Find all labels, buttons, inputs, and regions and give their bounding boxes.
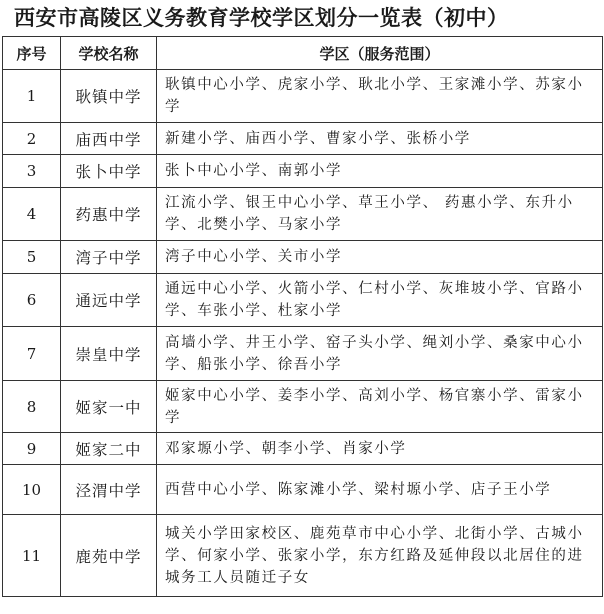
table-row: [3, 465, 603, 515]
row-number: 9: [3, 433, 61, 465]
table-row: [3, 327, 603, 381]
table-row: [3, 381, 603, 433]
page-title: 西安市高陵区义务教育学校学区划分一览表（初中）: [14, 6, 509, 30]
header-area: 学区（服务范围）: [157, 37, 603, 70]
row-number: 5: [3, 241, 61, 274]
table-row: [3, 515, 603, 597]
service-area: 城关小学田家校区、鹿苑草市中心小学、北街小学、古城小学、何家小学、张家小学，东方红路及延伸段以北居住的进城务工人员随迁子女: [157, 515, 603, 597]
row-number: 7: [3, 327, 61, 381]
school-name: 鹿苑中学: [61, 515, 157, 597]
table-row: [3, 188, 603, 241]
service-area: 通远中心小学、火箭小学、仁村小学、灰堆坡小学、官路小学、车张小学、杜家小学: [157, 274, 603, 327]
service-area: 江流小学、银王中心小学、草王小学、 药惠小学、东升小学、北樊小学、马家小学: [157, 188, 603, 241]
service-area: 新建小学、庙西小学、曹家小学、张桥小学: [157, 123, 603, 155]
row-number: 10: [3, 465, 61, 515]
row-number: 1: [3, 70, 61, 123]
header-school: 学校名称: [61, 37, 157, 70]
table-row: [3, 70, 603, 123]
school-name: 姬家一中: [61, 381, 157, 433]
table-row: [3, 433, 603, 465]
school-name: 崇皇中学: [61, 327, 157, 381]
row-number: 8: [3, 381, 61, 433]
school-name: 姬家二中: [61, 433, 157, 465]
row-number: 4: [3, 188, 61, 241]
school-name: 通远中学: [61, 274, 157, 327]
table-row: [3, 123, 603, 155]
service-area: 湾子中心小学、关市小学: [157, 241, 603, 274]
service-area: 张卜中心小学、南郭小学: [157, 155, 603, 188]
row-number: 11: [3, 515, 61, 597]
service-area: 姬家中心小学、姜李小学、高刘小学、杨官寨小学、雷家小学: [157, 381, 603, 433]
table-row: [3, 274, 603, 327]
row-number: 2: [3, 123, 61, 155]
service-area: 耿镇中心小学、虎家小学、耿北小学、王家滩小学、苏家小学: [157, 70, 603, 123]
service-area: 邓家塬小学、朝李小学、肖家小学: [157, 433, 603, 465]
service-area: 西营中心小学、陈家滩小学、梁村塬小学、店子王小学: [157, 465, 603, 515]
row-number: 6: [3, 274, 61, 327]
school-name: 泾渭中学: [61, 465, 157, 515]
school-name: 张卜中学: [61, 155, 157, 188]
school-name: 药惠中学: [61, 188, 157, 241]
table-row: [3, 155, 603, 188]
row-number: 3: [3, 155, 61, 188]
school-name: 湾子中学: [61, 241, 157, 274]
school-name: 耿镇中学: [61, 70, 157, 123]
header-no: 序号: [3, 37, 61, 70]
table-header-row: [3, 37, 603, 70]
district-table: [2, 36, 603, 597]
school-name: 庙西中学: [61, 123, 157, 155]
service-area: 高墙小学、井王小学、窑子头小学、绳刘小学、桑家中心小学、船张小学、徐吾小学: [157, 327, 603, 381]
table-row: [3, 241, 603, 274]
